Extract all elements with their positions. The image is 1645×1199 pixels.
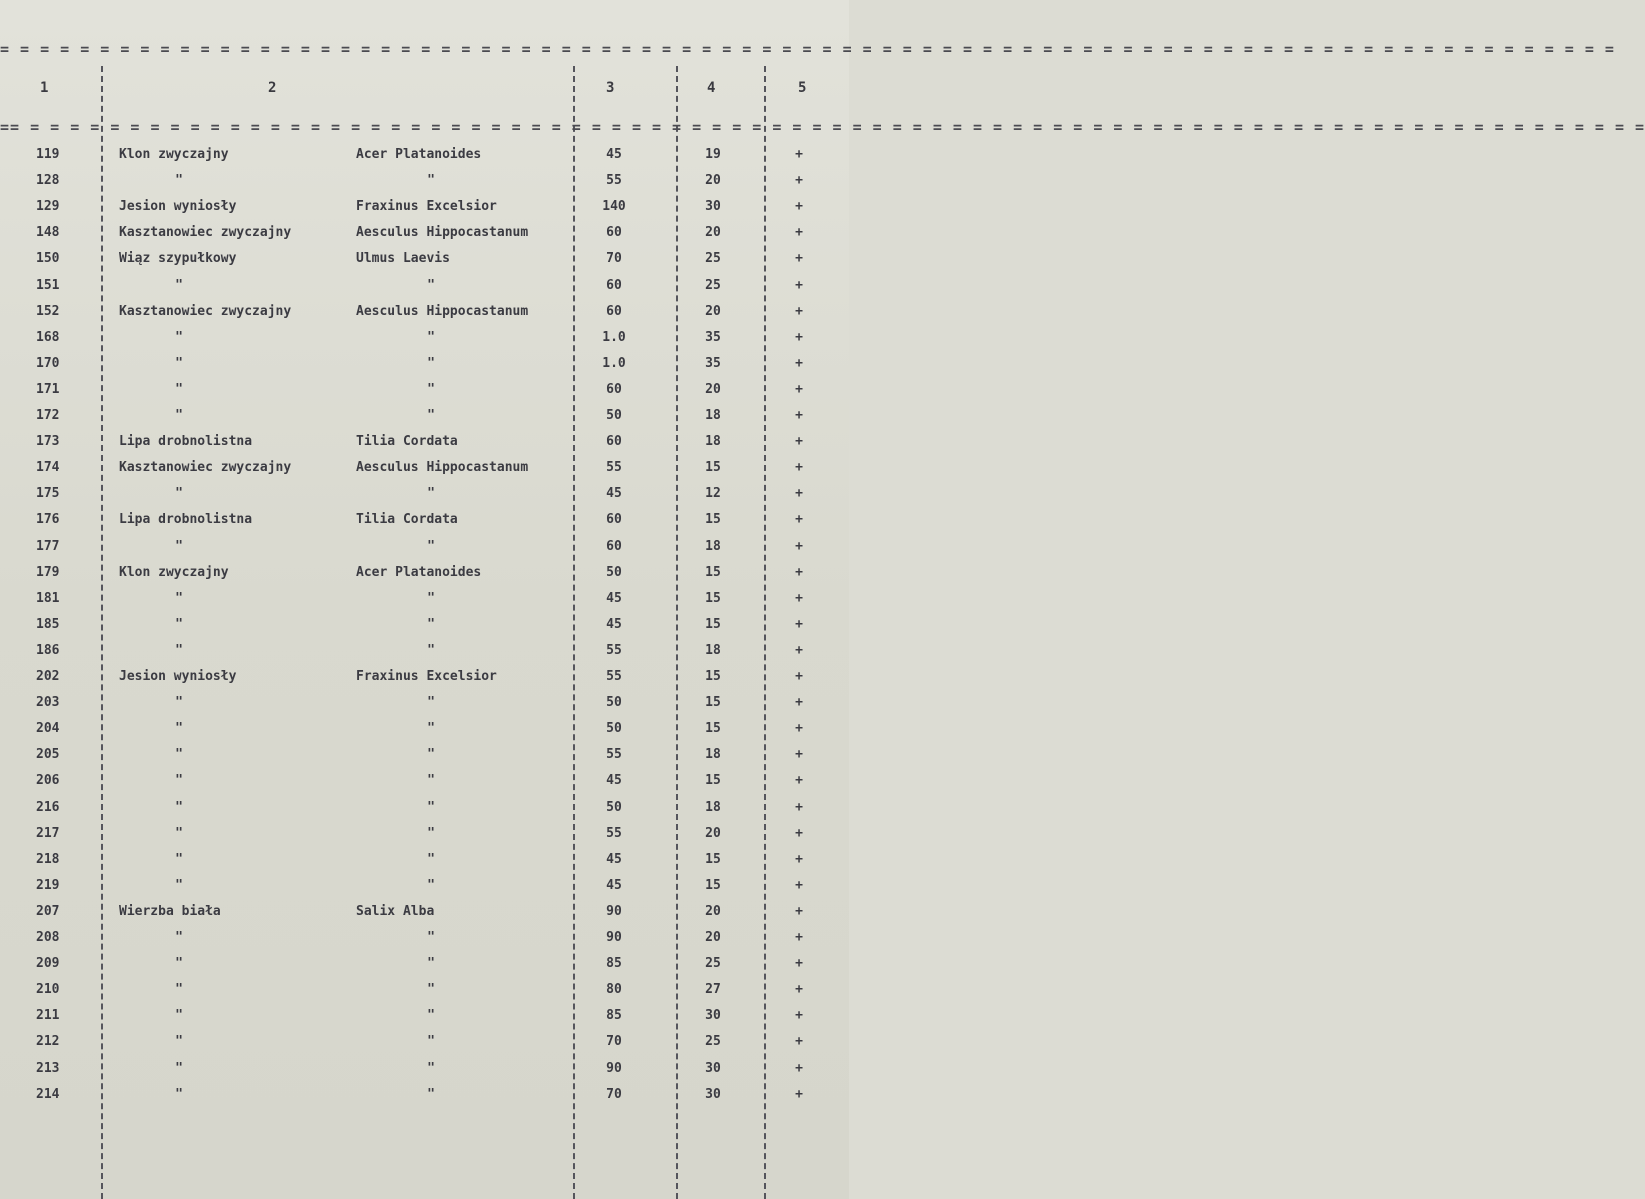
value-col-4: 15 <box>705 851 721 867</box>
polish-name: " <box>175 851 183 867</box>
value-col-3: 50 <box>606 799 622 815</box>
row-number: 204 <box>36 721 60 737</box>
table-row <box>0 173 849 199</box>
latin-name: Aesculus Hippocastanum <box>356 303 529 319</box>
polish-name: " <box>175 721 183 737</box>
table-row <box>0 251 849 277</box>
latin-name: Acer Platanoides <box>356 564 482 580</box>
latin-name: " <box>427 642 435 658</box>
table-row <box>0 617 849 643</box>
table-row <box>0 747 849 773</box>
table-row <box>0 278 849 304</box>
row-number: 172 <box>36 408 60 423</box>
table-row <box>0 382 849 408</box>
polish-name: Jesion wyniosły <box>119 669 237 684</box>
value-col-5: + <box>795 1060 803 1076</box>
value-col-5: + <box>795 930 803 945</box>
table-row <box>0 826 849 852</box>
table-row <box>0 773 849 799</box>
value-col-4: 18 <box>705 799 721 815</box>
value-col-5: + <box>795 355 803 371</box>
value-col-3: 55 <box>606 460 622 476</box>
value-col-4: 18 <box>705 434 721 450</box>
value-col-4: 30 <box>705 199 721 215</box>
table-row <box>0 565 849 591</box>
value-col-4: 35 <box>705 329 721 345</box>
latin-name: " <box>427 930 435 945</box>
value-col-4: 18 <box>705 538 721 554</box>
header-col-2: 2 <box>268 80 277 96</box>
value-col-3: 55 <box>606 825 622 841</box>
row-number: 175 <box>36 486 60 502</box>
latin-name: " <box>427 956 435 972</box>
polish-name: " <box>175 616 183 632</box>
latin-name: Acer Platanoides <box>356 147 482 162</box>
value-col-5: + <box>795 695 803 711</box>
latin-name: " <box>427 982 435 998</box>
value-col-3: 60 <box>606 303 622 319</box>
latin-name: " <box>427 1034 435 1050</box>
polish-name: Lipa drobnolistna <box>119 512 253 528</box>
value-col-5: + <box>795 225 803 241</box>
table-row <box>0 434 849 460</box>
latin-name: " <box>427 355 435 371</box>
polish-name: " <box>175 590 183 606</box>
row-number: 214 <box>36 1086 60 1102</box>
table-row <box>0 721 849 747</box>
row-number: 129 <box>36 199 60 215</box>
value-col-5: + <box>795 982 803 998</box>
value-col-3: 50 <box>606 408 622 423</box>
table-row <box>0 930 849 956</box>
polish-name: " <box>175 1008 183 1024</box>
value-col-4: 15 <box>705 590 721 606</box>
value-col-5: + <box>795 564 803 580</box>
latin-name: " <box>427 851 435 867</box>
polish-name: " <box>175 277 183 293</box>
table-row <box>0 1034 849 1060</box>
polish-name: " <box>175 799 183 815</box>
value-col-3: 80 <box>606 982 622 998</box>
row-number: 179 <box>36 564 60 580</box>
latin-name: " <box>427 799 435 815</box>
latin-name: Fraxinus Excelsior <box>356 199 497 215</box>
value-col-3: 60 <box>606 434 622 450</box>
value-col-5: + <box>795 381 803 397</box>
value-col-5: + <box>795 903 803 919</box>
header-col-5: 5 <box>798 80 807 96</box>
value-col-5: + <box>795 721 803 737</box>
latin-name: Tilia Cordata <box>356 512 458 528</box>
latin-name: " <box>427 486 435 502</box>
value-col-4: 25 <box>705 1034 721 1050</box>
value-col-3: 70 <box>606 1086 622 1102</box>
table-row <box>0 199 849 225</box>
value-col-3: 50 <box>606 564 622 580</box>
value-col-4: 20 <box>705 303 721 319</box>
row-number: 152 <box>36 303 60 319</box>
row-number: 177 <box>36 538 60 554</box>
value-col-5: + <box>795 799 803 815</box>
value-col-5: + <box>795 486 803 502</box>
row-number: 185 <box>36 616 60 632</box>
value-col-4: 30 <box>705 1008 721 1024</box>
value-col-3: 45 <box>606 851 622 867</box>
latin-name: " <box>427 408 435 423</box>
row-number: 209 <box>36 956 60 972</box>
table-row <box>0 695 849 721</box>
polish-name: " <box>175 486 183 502</box>
latin-name: " <box>427 721 435 737</box>
latin-name: Ulmus Laevis <box>356 251 450 267</box>
table-row <box>0 225 849 251</box>
table-row <box>0 904 849 930</box>
polish-name: Wiąz szypułkowy <box>119 251 237 267</box>
table-row <box>0 643 849 669</box>
table-row <box>0 408 849 434</box>
polish-name: " <box>175 956 183 972</box>
value-col-3: 50 <box>606 721 622 737</box>
table-row <box>0 330 849 356</box>
value-col-4: 25 <box>705 956 721 972</box>
value-col-5: + <box>795 1034 803 1050</box>
polish-name: " <box>175 825 183 841</box>
table-row <box>0 512 849 538</box>
value-col-4: 20 <box>705 825 721 841</box>
value-col-3: 50 <box>606 695 622 711</box>
value-col-4: 18 <box>705 747 721 763</box>
latin-name: Salix Alba <box>356 903 435 919</box>
table-row <box>0 1061 849 1087</box>
row-number: 119 <box>36 147 60 162</box>
row-number: 208 <box>36 930 60 945</box>
value-col-4: 30 <box>705 1060 721 1076</box>
value-col-5: + <box>795 460 803 476</box>
value-col-4: 20 <box>705 173 721 189</box>
polish-name: " <box>175 773 183 789</box>
value-col-4: 20 <box>705 225 721 241</box>
value-col-3: 90 <box>606 903 622 919</box>
table-row <box>0 878 849 904</box>
polish-name: " <box>175 1086 183 1102</box>
value-col-3: 45 <box>606 773 622 789</box>
value-col-4: 30 <box>705 1086 721 1102</box>
row-number: 151 <box>36 277 60 293</box>
value-col-4: 20 <box>705 903 721 919</box>
value-col-4: 15 <box>705 460 721 476</box>
table-row <box>0 800 849 826</box>
latin-name: " <box>427 173 435 189</box>
value-col-4: 20 <box>705 381 721 397</box>
value-col-5: + <box>795 199 803 215</box>
polish-name: " <box>175 930 183 945</box>
row-number: 173 <box>36 434 60 450</box>
value-col-4: 19 <box>705 147 721 162</box>
value-col-3: 1.0 <box>602 355 626 371</box>
row-number: 219 <box>36 877 60 893</box>
latin-name: " <box>427 825 435 841</box>
value-col-4: 15 <box>705 695 721 711</box>
latin-name: " <box>427 1060 435 1076</box>
latin-name: Aesculus Hippocastanum <box>356 460 529 476</box>
latin-name: " <box>427 381 435 397</box>
value-col-4: 25 <box>705 251 721 267</box>
row-number: 213 <box>36 1060 60 1076</box>
value-col-3: 60 <box>606 512 622 528</box>
table-row <box>0 304 849 330</box>
value-col-5: + <box>795 1008 803 1024</box>
value-col-5: + <box>795 825 803 841</box>
value-col-5: + <box>795 956 803 972</box>
top-rule: = = = = = = = = = = = = = = = = = = = = = = = = = = = = = = = = = = = = = = = = = = = = = = = = = = = = = = = = = = = = = = = = = = = = = = = = = = = = = = = = = <box>0 40 1615 58</box>
table-row <box>0 982 849 1008</box>
row-number: 174 <box>36 460 60 476</box>
row-number: 176 <box>36 512 60 528</box>
header-col-4: 4 <box>707 80 716 96</box>
row-number: 217 <box>36 825 60 841</box>
polish-name: " <box>175 355 183 371</box>
table-row <box>0 486 849 512</box>
value-col-3: 55 <box>606 642 622 658</box>
value-col-5: + <box>795 1086 803 1102</box>
latin-name: " <box>427 695 435 711</box>
row-number: 203 <box>36 695 60 711</box>
value-col-5: + <box>795 147 803 162</box>
table-row <box>0 1087 849 1113</box>
value-col-4: 15 <box>705 877 721 893</box>
value-col-3: 55 <box>606 173 622 189</box>
value-col-4: 25 <box>705 277 721 293</box>
polish-name: " <box>175 642 183 658</box>
latin-name: " <box>427 329 435 345</box>
polish-name: " <box>175 173 183 189</box>
row-number: 211 <box>36 1008 60 1024</box>
latin-name: " <box>427 277 435 293</box>
value-col-5: + <box>795 512 803 528</box>
value-col-5: + <box>795 590 803 606</box>
latin-name: " <box>427 616 435 632</box>
latin-name: " <box>427 1086 435 1102</box>
value-col-5: + <box>795 877 803 893</box>
latin-name: " <box>427 877 435 893</box>
latin-name: Aesculus Hippocastanum <box>356 225 529 241</box>
value-col-4: 18 <box>705 642 721 658</box>
latin-name: " <box>427 747 435 763</box>
value-col-5: + <box>795 642 803 658</box>
value-col-4: 15 <box>705 512 721 528</box>
value-col-3: 70 <box>606 1034 622 1050</box>
value-col-3: 60 <box>606 225 622 241</box>
value-col-4: 27 <box>705 982 721 998</box>
value-col-5: + <box>795 303 803 319</box>
value-col-4: 15 <box>705 773 721 789</box>
row-number: 206 <box>36 773 60 789</box>
value-col-4: 15 <box>705 721 721 737</box>
row-number: 212 <box>36 1034 60 1050</box>
header-bottom-rule: == = = = = = = = = = = = = = = = = = = = = = = = = = = = = = = = = = = = = = = = = = = = = = = = = = = = = = = = = = = = = = = = = = = = = = = = = = = = = = = = = = <box>0 118 1645 136</box>
value-col-3: 45 <box>606 147 622 162</box>
row-number: 168 <box>36 329 60 345</box>
value-col-4: 18 <box>705 408 721 423</box>
polish-name: Kasztanowiec zwyczajny <box>119 225 292 241</box>
table-row <box>0 956 849 982</box>
row-number: 128 <box>36 173 60 189</box>
value-col-3: 1.0 <box>602 329 626 345</box>
polish-name: " <box>175 695 183 711</box>
value-col-3: 60 <box>606 381 622 397</box>
row-number: 150 <box>36 251 60 267</box>
row-number: 210 <box>36 982 60 998</box>
polish-name: Kasztanowiec zwyczajny <box>119 303 292 319</box>
polish-name: Kasztanowiec zwyczajny <box>119 460 292 476</box>
row-number: 207 <box>36 903 60 919</box>
value-col-3: 45 <box>606 590 622 606</box>
latin-name: Tilia Cordata <box>356 434 458 450</box>
latin-name: " <box>427 538 435 554</box>
value-col-5: + <box>795 747 803 763</box>
polish-name: " <box>175 1034 183 1050</box>
value-col-4: 12 <box>705 486 721 502</box>
polish-name: " <box>175 408 183 423</box>
row-number: 202 <box>36 669 60 684</box>
row-number: 205 <box>36 747 60 763</box>
polish-name: " <box>175 538 183 554</box>
value-col-4: 20 <box>705 930 721 945</box>
value-col-3: 45 <box>606 486 622 502</box>
polish-name: " <box>175 329 183 345</box>
value-col-3: 85 <box>606 956 622 972</box>
value-col-3: 45 <box>606 877 622 893</box>
row-number: 181 <box>36 590 60 606</box>
value-col-5: + <box>795 538 803 554</box>
latin-name: Fraxinus Excelsior <box>356 669 497 684</box>
polish-name: Jesion wyniosły <box>119 199 237 215</box>
table-row <box>0 591 849 617</box>
row-number: 218 <box>36 851 60 867</box>
value-col-3: 140 <box>602 199 626 215</box>
value-col-5: + <box>795 329 803 345</box>
value-col-4: 35 <box>705 355 721 371</box>
value-col-5: + <box>795 173 803 189</box>
header-col-3: 3 <box>606 80 615 96</box>
header-col-1: 1 <box>40 80 49 96</box>
table-row <box>0 460 849 486</box>
value-col-4: 15 <box>705 564 721 580</box>
row-number: 171 <box>36 381 60 397</box>
value-col-5: + <box>795 251 803 267</box>
value-col-3: 90 <box>606 1060 622 1076</box>
latin-name: " <box>427 1008 435 1024</box>
value-col-4: 15 <box>705 616 721 632</box>
value-col-3: 45 <box>606 616 622 632</box>
value-col-5: + <box>795 434 803 450</box>
polish-name: " <box>175 1060 183 1076</box>
value-col-3: 60 <box>606 538 622 554</box>
table-row <box>0 356 849 382</box>
value-col-5: + <box>795 616 803 632</box>
polish-name: Klon zwyczajny <box>119 564 229 580</box>
table-row <box>0 147 849 173</box>
row-number: 186 <box>36 642 60 658</box>
latin-name: " <box>427 773 435 789</box>
table-row <box>0 539 849 565</box>
value-col-5: + <box>795 773 803 789</box>
latin-name: " <box>427 590 435 606</box>
polish-name: " <box>175 877 183 893</box>
value-col-3: 90 <box>606 930 622 945</box>
row-number: 148 <box>36 225 60 241</box>
value-col-3: 70 <box>606 251 622 267</box>
value-col-3: 60 <box>606 277 622 293</box>
polish-name: " <box>175 747 183 763</box>
row-number: 216 <box>36 799 60 815</box>
polish-name: " <box>175 982 183 998</box>
value-col-5: + <box>795 408 803 423</box>
value-col-3: 55 <box>606 669 622 684</box>
polish-name: Wierzba biała <box>119 903 221 919</box>
value-col-3: 85 <box>606 1008 622 1024</box>
value-col-4: 15 <box>705 669 721 684</box>
table-row <box>0 669 849 695</box>
table-row <box>0 1008 849 1034</box>
value-col-5: + <box>795 669 803 684</box>
table-row <box>0 852 849 878</box>
row-number: 170 <box>36 355 60 371</box>
value-col-5: + <box>795 851 803 867</box>
value-col-5: + <box>795 277 803 293</box>
polish-name: " <box>175 381 183 397</box>
value-col-3: 55 <box>606 747 622 763</box>
polish-name: Lipa drobnolistna <box>119 434 253 450</box>
polish-name: Klon zwyczajny <box>119 147 229 162</box>
